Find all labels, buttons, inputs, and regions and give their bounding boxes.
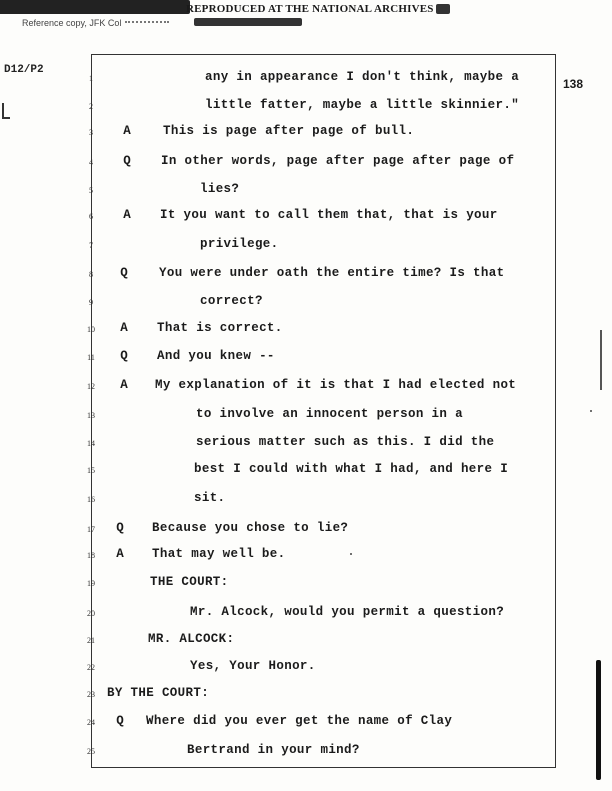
archive-stamp <box>186 2 434 22</box>
transcript-line <box>0 741 494 763</box>
line-number: 20 <box>87 609 95 618</box>
transcript-line <box>0 630 494 652</box>
line-number: 4 <box>89 158 93 167</box>
line-number: 14 <box>87 439 95 448</box>
line-text: It you want to call them that, that is your <box>160 208 498 222</box>
line-number: 11 <box>87 353 95 362</box>
transcript-line <box>0 206 498 228</box>
line-text: privilege. <box>200 237 279 251</box>
page-number: 138 <box>563 77 584 91</box>
line-number: 13 <box>87 411 95 420</box>
line-text: lies? <box>200 182 240 196</box>
line-text: MR. ALCOCK: <box>148 632 235 646</box>
line-number: 10 <box>87 325 95 334</box>
line-number: 12 <box>87 382 95 391</box>
speaker-label: A <box>123 124 131 138</box>
scan-speck <box>590 410 592 412</box>
transcript-line <box>0 96 520 118</box>
scan-edge-mark <box>600 330 602 390</box>
line-number: 22 <box>87 663 95 672</box>
transcript-line <box>0 68 520 90</box>
transcript-line <box>0 292 494 314</box>
line-number: 19 <box>87 579 95 588</box>
speaker-label: A <box>116 547 124 561</box>
line-text: My explanation of it is that I had elected not <box>155 378 517 392</box>
document-id: D12/P2 <box>4 64 44 76</box>
line-number: 16 <box>87 495 95 504</box>
line-text: correct? <box>200 294 263 308</box>
transcript-line <box>0 264 505 286</box>
smudge-mark <box>436 4 450 14</box>
dotted-mark <box>125 21 169 26</box>
line-text: Bertrand in your mind? <box>187 743 360 757</box>
transcript-line <box>0 657 494 679</box>
line-text: to involve an innocent person in a <box>196 407 463 421</box>
line-text: Yes, Your Honor. <box>190 659 316 673</box>
transcript-line <box>0 460 509 482</box>
line-number: 18 <box>87 551 95 560</box>
archive-stamp-text: REPRODUCED AT THE NATIONAL ARCHIVES <box>186 3 434 15</box>
speaker-label: Q <box>116 521 124 535</box>
transcript-line <box>0 405 494 427</box>
reference-copy-label <box>22 18 192 32</box>
transcript-line <box>0 122 494 144</box>
scan-edge-mark <box>596 660 601 780</box>
transcript-line <box>0 433 494 455</box>
line-text: Because you chose to lie? <box>152 521 349 535</box>
speaker-label: A <box>120 378 128 392</box>
redaction-bar <box>0 0 190 14</box>
line-text: THE COURT: <box>150 575 229 589</box>
line-text: Mr. Alcock, would you permit a question? <box>190 605 505 619</box>
line-number: 25 <box>87 747 95 756</box>
scan-speck <box>350 553 352 555</box>
line-text: That may well be. <box>152 547 286 561</box>
transcript-line <box>0 319 494 341</box>
line-text: serious matter such as this. I did the <box>196 435 495 449</box>
line-text: sit. <box>194 491 226 505</box>
line-number: 1 <box>89 74 93 83</box>
speaker-label: Q <box>120 349 128 363</box>
line-text: any in appearance I don't think, maybe a <box>205 70 520 84</box>
line-number: 15 <box>87 466 95 475</box>
line-text: little fatter, maybe a little skinnier." <box>205 98 520 112</box>
line-number: 7 <box>89 241 93 250</box>
line-text: best I could with what I had, and here I <box>194 462 509 476</box>
speaker-label: A <box>120 321 128 335</box>
transcript-line <box>0 152 515 174</box>
line-text: BY THE COURT: <box>107 686 210 700</box>
reference-copy-text: Reference copy, JFK Col <box>22 18 122 28</box>
line-text: You were under oath the entire time? Is that <box>159 266 505 280</box>
transcript-line <box>0 519 494 541</box>
line-number: 8 <box>89 270 93 279</box>
line-number: 3 <box>89 128 93 137</box>
speaker-label: Q <box>123 154 131 168</box>
line-number: 6 <box>89 212 93 221</box>
line-number: 2 <box>89 102 93 111</box>
line-number: 17 <box>87 525 95 534</box>
line-text: This is page after page of bull. <box>163 124 415 138</box>
speaker-label: Q <box>116 714 124 728</box>
line-number: 23 <box>87 690 95 699</box>
transcript-line <box>0 603 505 625</box>
transcript-line <box>0 573 494 595</box>
transcript-line <box>0 545 494 567</box>
transcript-line <box>0 489 494 511</box>
transcript-line <box>0 684 494 706</box>
line-number: 9 <box>89 298 93 307</box>
transcript-line <box>0 347 494 369</box>
line-text: Where did you ever get the name of Clay <box>146 714 453 728</box>
line-number: 24 <box>87 718 95 727</box>
line-number: 5 <box>89 186 93 195</box>
speaker-label: Q <box>120 266 128 280</box>
transcript-line <box>0 180 494 202</box>
speaker-label: A <box>123 208 131 222</box>
transcript-line <box>0 712 494 734</box>
line-number: 21 <box>87 636 95 645</box>
transcript-line <box>0 235 494 257</box>
line-text: In other words, page after page after page of <box>161 154 515 168</box>
transcript-line <box>0 376 517 398</box>
line-text: And you knew -- <box>157 349 275 363</box>
line-text: That is correct. <box>157 321 283 335</box>
